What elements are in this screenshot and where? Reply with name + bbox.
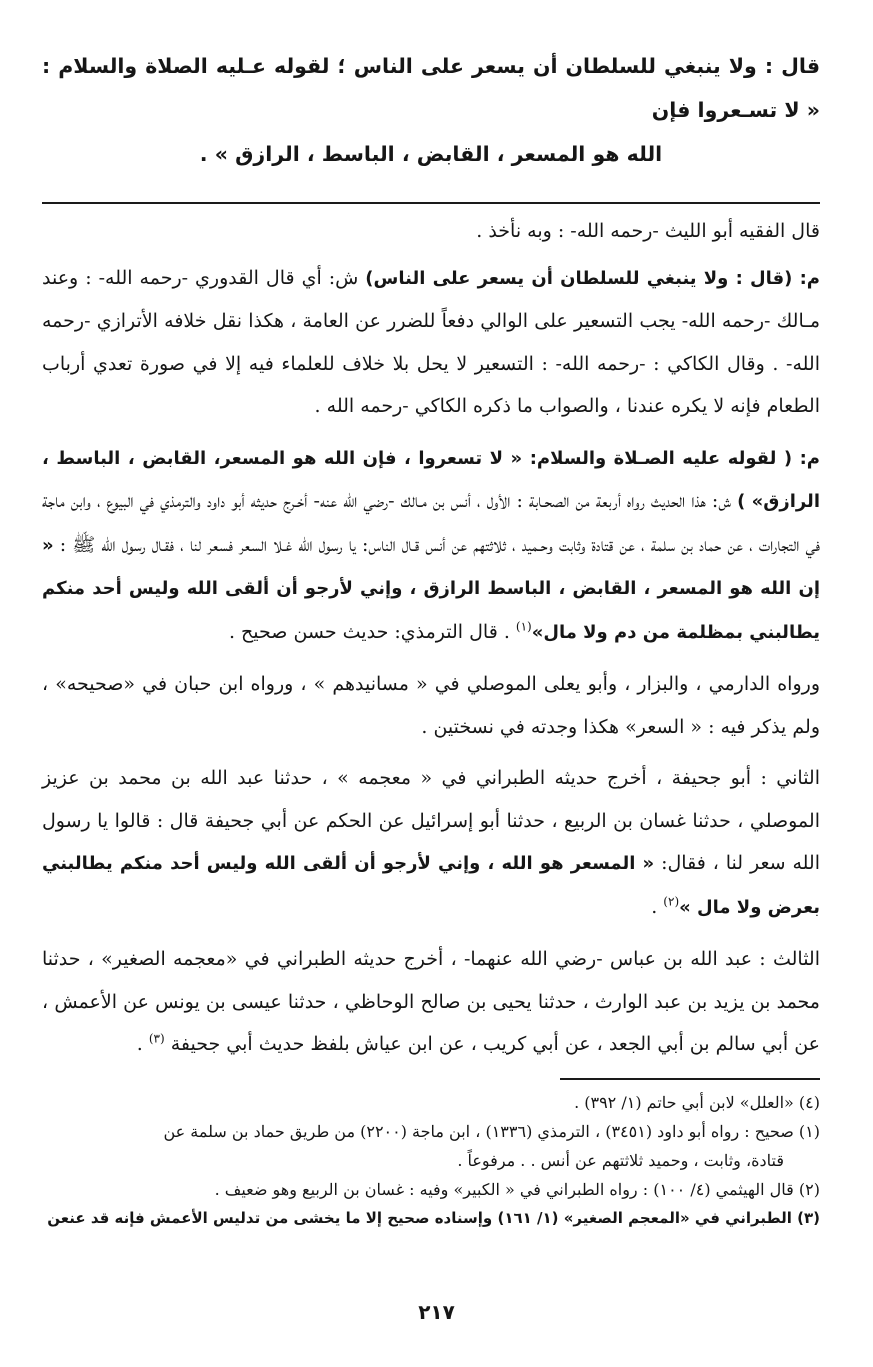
footnote-2: (٢) قال الهيثمي (٤/ ١٠٠) : رواه الطبراني في « الكبير» وفيه : غسان بن الربيع وهو ضعيف .: [214, 1179, 820, 1199]
commentary-text: ش: هذا الحديث رواه أربعة من الصحـابة : الأول ، أنس بن مـالك -رضي الله عنه- أخـرج حديثه أبو داود والترمذي في البيوع ، وابن ماجة في التجارات ، عن حماد بن سلمة ، عن قتادة وثابت وحـميد ، ثلاثتهم عن أنس قـال الناس: يا رسول الله غـلا السعر فسعر لنا ، فقـال رسول الله ﷺ :: [42, 490, 820, 556]
paragraph-faqih: قال الفقيه أبو الليث -رحمه الله- : وبه نأخذ .: [476, 220, 820, 242]
paragraph-commentary-1: [42, 257, 820, 428]
footnote-ref-3[interactable]: (٣): [148, 1031, 165, 1046]
hadith-quote: « إن الله هو المسعر ، القابض ، الباسط الرازق ، وإني لأرجو أن ألقى الله وليس أحد منكم يطالبني بمظلمة من دم ولا مال»: [42, 534, 820, 643]
commentary-text: .: [651, 895, 664, 918]
matn-divider: [42, 202, 820, 204]
page-body: [42, 44, 820, 1233]
paragraph-third-narration: [42, 938, 820, 1066]
commentary-text: .: [136, 1033, 149, 1055]
matn-text: [42, 44, 820, 176]
footnote-1: (١) صحيح : رواه أبو داود (٣٤٥١) ، الترمذي (١٣٣٦) ، ابن ماجة (٢٢٠٠) من طريق حماد بن سلمة عن: [163, 1121, 820, 1141]
footnote-ref-2[interactable]: (٢): [663, 894, 680, 909]
matn-quote: م: (قال : ولا ينبغي للسلطان أن يسعر على الناس): [365, 267, 820, 289]
footnotes: [42, 1088, 820, 1233]
matn-quote: م: ( لقوله عليه الصـلاة والسلام: « لا تسعروا ، فإن الله هو المسعر، القابض ، الباسط ، الرازق» ): [42, 447, 820, 512]
matn-line-2: الله هو المسعر ، القابض ، الباسط ، الرازق » .: [199, 142, 663, 166]
commentary-text: الثالث : عبد الله بن عباس -رضي الله عنهما- ، أخرج حديثه الطبراني في «معجمه الصغير» ، حدثنا محمد بن يزيد بن عبد الوارث ، حدثنا يحيى بن صالح الوحاظي ، حدثنا عيسى بن يونس عن الأعمش ، عن أبي سالم بن أبي الجعد ، عن أبي كريب ، عن ابن عياش بلفظ حديث أبي جحيفة: [42, 948, 820, 1055]
page-number: ٢١٧: [418, 1300, 455, 1324]
footnote-3: (٣) الطبراني في «المعجم الصغير» (١/ ١٦١) وإسناده صحيح إلا ما يخشى من تدليس الأعمش فإنه قد عنعن: [47, 1208, 820, 1227]
commentary-text: ش: أي قال القدوري -رحمه الله- : وعند مـالك -رحمه الله- يجب التسعير على الوالي دفعاً للضرر عن العامة ، هكذا نقل خلافه الأترازي -رحمه الله- . وقال الكاكي : -رحمه الله- : التسعير لا يحل بلا خلاف للعلماء فيه إلا في صورة تعدي أرباب الطعام فإنه لا يكره عندنا ، والصواب ما ذكره الكاكي -رحمه الله .: [42, 266, 820, 417]
commentary-text: الثاني : أبو جحيفة ، أخرج حديثه الطبراني في « معجمه » ، حدثنا عبد الله بن محمد بن عزيز الموصلي ، حدثنا غسان بن الربيع ، حدثنا أبو إسرائيل عن الحكم عن أبي جحيفة قال : قالوا يا رسول الله سعر لنا ، فقال:: [42, 767, 820, 874]
footnote-4: (٤) «العلل» لابن أبي حاتم (١/ ٣٩٢) .: [574, 1092, 820, 1112]
paragraph-commentary-2: [42, 437, 820, 655]
commentary-text: . قال الترمذي: حديث حسن صحيح .: [228, 620, 516, 643]
footnote-1-continued: قتادة، وثابت ، وحميد ثلاثتهم عن أنس . . مرفوعاً .: [457, 1150, 784, 1170]
footnote-divider: [560, 1078, 820, 1080]
footnote-ref-1[interactable]: (١): [515, 619, 532, 634]
paragraph-narrators: ورواه الدارمي ، والبزار ، وأبو يعلى الموصلي في « مسانيدهم » ، ورواه ابن حبان في «صحيحه» ، ولم يذكر فيه : « السعر» هكذا وجدته في نسختين .: [42, 673, 820, 738]
paragraph-second-narration: [42, 757, 820, 929]
hadith-quote: « المسعر هو الله ، وإني لأرجو أن ألقى الله وليس أحد منكم يطالبني بعرض ولا مال »: [42, 853, 820, 918]
matn-line-1: قال : ولا ينبغي للسلطان أن يسعر على الناس ؛ لقوله عـليه الصلاة والسلام : « لا تسـعروا فإن: [42, 54, 820, 122]
